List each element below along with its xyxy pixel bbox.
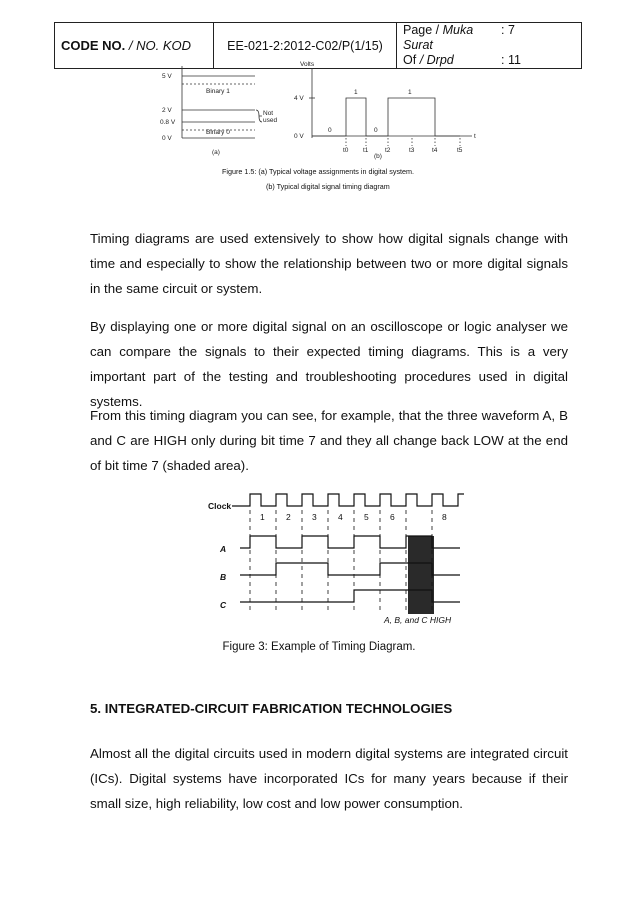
of-label: Of bbox=[403, 53, 417, 67]
binary-0-label: Binary 0 bbox=[206, 129, 230, 136]
paragraph-ic-technologies: Almost all the digital circuits used in modern digital systems are integrated circuit (ICs). Digital systems have incorporated ICs for many years because if their small size, high reliability, low cost and low power consumption. bbox=[90, 746, 568, 811]
bit-number-3: 3 bbox=[312, 512, 317, 522]
paragraph-timing-intro: Timing diagrams are used extensively to show how digital signals change with time and especially to show the relationship between two or more digital signals in the same circuit or system. bbox=[90, 231, 568, 296]
page-label-alt: Muka Surat bbox=[403, 23, 474, 52]
subfigure-a-label: (a) bbox=[212, 149, 220, 156]
bit-number-1: 1 bbox=[260, 512, 265, 522]
total-pages: : 11 bbox=[501, 53, 521, 67]
figure-voltage-assignments bbox=[160, 58, 480, 198]
figure1-caption-line1: Figure 1.5: (a) Typical voltage assignments in digital system. bbox=[222, 167, 415, 176]
tick-t4: t4 bbox=[432, 147, 438, 154]
high-annotation: A, B, and C HIGH bbox=[384, 615, 452, 625]
page-label: Page / bbox=[403, 23, 440, 37]
section-heading: 5. INTEGRATED-CIRCUIT FABRICATION TECHNOLOGIES bbox=[90, 701, 453, 716]
figure3-caption: Figure 3: Example of Timing Diagram. bbox=[222, 641, 416, 653]
level-2v: 2 V bbox=[162, 107, 172, 114]
binary-1-label: Binary 1 bbox=[206, 88, 230, 95]
volts-axis-label: Volts bbox=[300, 61, 315, 68]
code-label: CODE NO. bbox=[61, 38, 126, 53]
clock-label: Clock bbox=[208, 501, 232, 511]
bit-label-3: 0 bbox=[328, 127, 332, 134]
signal-a-label: A bbox=[220, 544, 227, 554]
not-used-label-2: used bbox=[263, 117, 278, 124]
tick-t2: t2 bbox=[385, 147, 391, 154]
figure-timing-diagram bbox=[200, 492, 470, 632]
bit-label-1: 1 bbox=[354, 89, 358, 96]
tick-t5: t5 bbox=[457, 147, 463, 154]
bit-number-6: 6 bbox=[390, 512, 395, 522]
bit-label-2: 1 bbox=[408, 89, 412, 96]
not-used-label-1: Not bbox=[263, 110, 274, 117]
bit-number-4: 4 bbox=[338, 512, 343, 522]
shaded-bit7-area bbox=[408, 536, 434, 614]
signal-c-label: C bbox=[220, 600, 227, 610]
subfigure-b-label: (b) bbox=[374, 153, 382, 160]
code-label-alt: / NO. KOD bbox=[128, 38, 192, 53]
of-label-alt: / Drpd bbox=[419, 53, 454, 67]
bit-number-5: 5 bbox=[364, 512, 369, 522]
bit-number-7: 7 bbox=[420, 512, 425, 522]
tick-t1: t1 bbox=[363, 147, 369, 154]
time-axis-label: t bbox=[474, 133, 476, 140]
paragraph-waveform-example: From this timing diagram you can see, for example, that the three waveform A, B and C are HIGH only during bit time 7 and they all change back LOW at the end of bit time 7 (shaded area). bbox=[90, 408, 568, 473]
level-4v: 4 V bbox=[294, 95, 304, 102]
level-5v: 5 V bbox=[162, 73, 172, 80]
page-number: : 7 bbox=[501, 23, 515, 37]
figure1-caption-line2: (b) Typical digital signal timing diagram bbox=[266, 182, 390, 191]
bit-number-8: 8 bbox=[442, 512, 447, 522]
paragraph-oscilloscope: By displaying one or more digital signal on an oscilloscope or logic analyser we can compare the signals to their expected timing diagrams. This is a very important part of the testing and troubleshooting procedures used in digital systems. bbox=[90, 319, 568, 409]
level-0v-b: 0 V bbox=[294, 133, 304, 140]
level-0-8v: 0.8 V bbox=[160, 119, 176, 126]
tick-t0: t0 bbox=[343, 147, 349, 154]
tick-t3: t3 bbox=[409, 147, 415, 154]
bit-number-2: 2 bbox=[286, 512, 291, 522]
bit-label-4: 0 bbox=[374, 127, 378, 134]
level-0v: 0 V bbox=[162, 135, 172, 142]
code-value: EE-021-2:2012-C02/P(1/15) bbox=[214, 23, 397, 69]
signal-b-label: B bbox=[220, 572, 227, 582]
